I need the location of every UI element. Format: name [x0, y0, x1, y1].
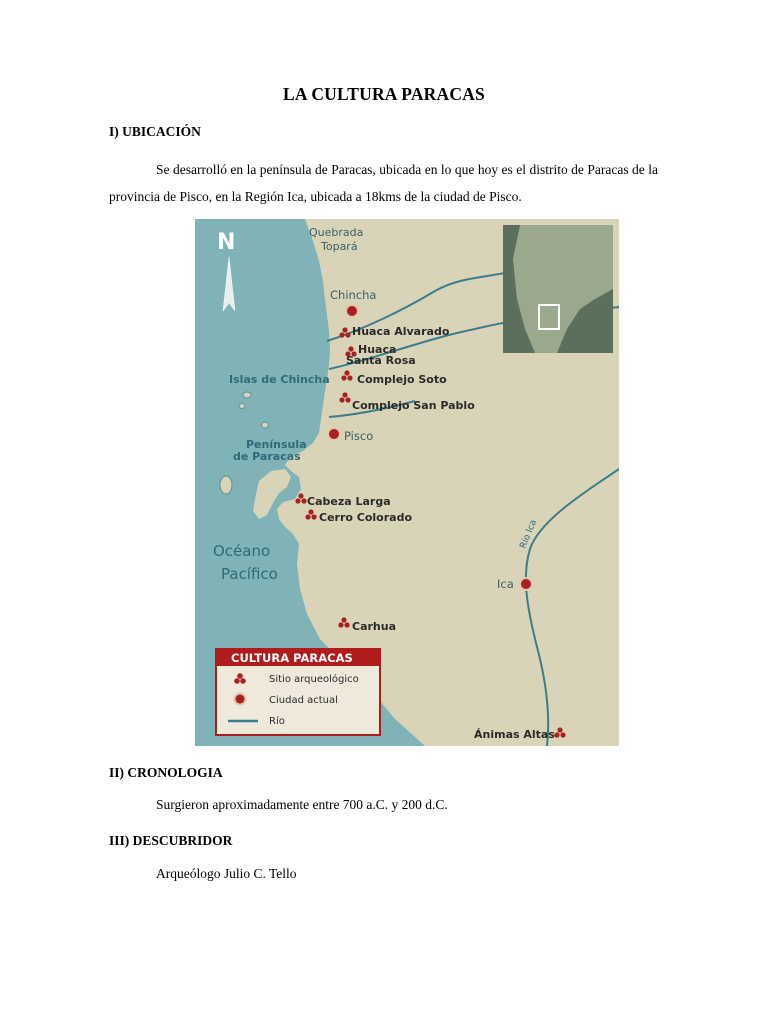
label-de-paracas: de Paracas: [233, 450, 301, 463]
section-heading-descubridor: III) DESCUBRIDOR: [109, 833, 233, 848]
city-ica-icon: [520, 578, 532, 590]
cronologia-text: Surgieron aproximadamente entre 700 a.C. y 200 d.C.: [156, 797, 448, 812]
label-quebrada: Quebrada: [309, 226, 364, 239]
map-legend: [216, 649, 380, 735]
island-2: [239, 404, 245, 409]
legend-river-label: Río: [269, 716, 285, 727]
island-1: [243, 392, 251, 398]
city-chincha-icon: [346, 305, 358, 317]
label-santa-rosa: Santa Rosa: [346, 354, 416, 367]
paracas-map: [195, 219, 619, 746]
label-pacifico: Pacífico: [221, 565, 278, 583]
ubicacion-paragraph: Se desarrolló en la península de Paracas, ubicada en lo que hoy es el distrito de Paracas de la provincia de Pisco, en la Región Ica, ubicada a 18kms de la ciudad de Pisco.: [109, 162, 658, 204]
label-islas-chincha: Islas de Chincha: [229, 373, 330, 386]
label-oceano: Océano: [213, 542, 271, 560]
document-title: LA CULTURA PARACAS: [283, 84, 485, 104]
label-huaca-alvarado: Huaca Alvarado: [352, 325, 450, 338]
label-cerro-colorado: Cerro Colorado: [319, 511, 413, 524]
island-4: [220, 476, 232, 494]
label-complejo-san-pablo: Complejo San Pablo: [352, 399, 475, 412]
descubridor-text: Arqueólogo Julio C. Tello: [156, 866, 297, 881]
label-cabeza-larga: Cabeza Larga: [307, 495, 391, 508]
legend-title: CULTURA PARACAS: [231, 651, 353, 665]
legend-city-label: Ciudad actual: [269, 695, 338, 706]
label-chincha: Chincha: [330, 288, 377, 302]
label-animas-altas: Ánimas Altas: [474, 728, 555, 741]
section-heading-cronologia: II) CRONOLOGIA: [109, 765, 223, 780]
legend-site-label: Sitio arqueológico: [269, 674, 359, 685]
north-label: N: [217, 230, 236, 255]
label-carhua: Carhua: [352, 620, 397, 633]
label-huaca: Huaca: [358, 343, 397, 356]
island-3: [262, 422, 269, 428]
label-rio-ica: Río Ica: [518, 518, 540, 551]
label-pisco: Pisco: [344, 429, 374, 443]
city-pisco-icon: [328, 428, 340, 440]
legend-city-icon: [235, 694, 246, 705]
label-topara: Topará: [321, 240, 358, 253]
label-peninsula: Península: [246, 438, 307, 451]
label-complejo-soto: Complejo Soto: [357, 373, 447, 386]
label-ica: Ica: [497, 577, 514, 591]
section-heading-ubicacion: I) UBICACIÓN: [109, 124, 201, 139]
